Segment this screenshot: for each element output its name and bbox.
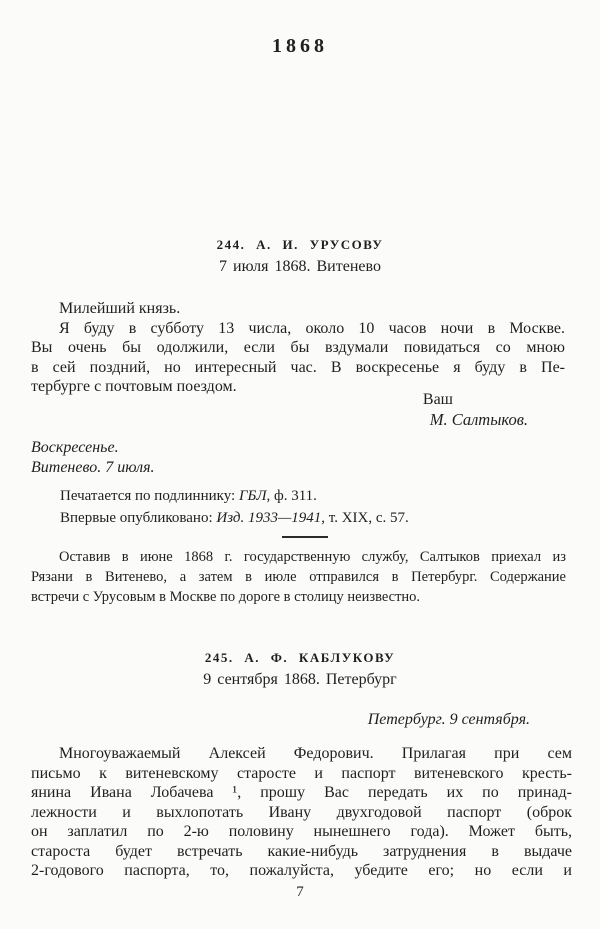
letter-245-body-line: Многоуважаемый Алексей Федорович. Прилагая при сем — [59, 745, 572, 762]
letter-245-body-line: письмо к витеневскому старосте и паспорт витеневского кресть- — [31, 764, 572, 782]
letter-244-valediction: Ваш — [422, 391, 453, 408]
section-divider — [282, 536, 328, 538]
letter-245-body-line: лежности и выхлопотать Ивану двухгодовой паспорт (оброк — [31, 803, 572, 821]
letter-244-heading: 244. А. И. УРУСОВУ — [216, 237, 384, 252]
letter-245-place-date: Петербург. 9 сентября. — [367, 711, 530, 728]
source-note-published-prefix: Впервые опубликовано: — [60, 510, 217, 526]
letter-245-dateline: 9 сентября 1868. Петербург — [203, 671, 397, 688]
letter-244-body — [31, 299, 565, 397]
letter-244-commentary — [31, 547, 566, 607]
source-note-printed — [60, 488, 317, 505]
commentary-line: Рязани в Витенево, а затем в июле отправился в Петербург. Содержание — [31, 569, 566, 585]
letter-244-body-line: Я буду в субботу 13 числа, около 10 часов ночи в Москве. — [59, 319, 565, 337]
letter-244-date-note: Витенево. 7 июля. — [31, 459, 155, 476]
letter-245-body — [31, 744, 572, 881]
source-note-printed-suffix: , ф. 311. — [266, 488, 317, 504]
letter-245-heading: 245. А. Ф. КАБЛУКОВУ — [204, 650, 396, 665]
letter-245-body-line: он заплатил по 2-ю половину нынешнего года). Может быть, — [31, 823, 572, 840]
letter-244-salutation: Милейший князь. — [59, 300, 181, 317]
letter-244-body-line: Вы очень бы одолжили, если бы вздумали повидаться со мною — [31, 339, 565, 356]
letter-245-body-line: 2-годового паспорта, то, пожалуйста, убедите его; но если и — [31, 862, 572, 879]
source-note-published-suffix: , т. XIX, с. 57. — [321, 510, 409, 526]
letter-244-date-note: Воскресенье. — [31, 439, 119, 456]
page-number: 7 — [296, 884, 304, 900]
letter-244-signature: М. Салтыков. — [429, 410, 528, 429]
letter-244-body-line: тербурге с почтовым поездом. — [31, 378, 237, 395]
letter-245-body-line: янина Ивана Лобачева ¹, прошу Вас передать их по принад- — [31, 784, 572, 801]
commentary-line: встречи с Урусовым в Москве по дороге в столицу неизвестно. — [31, 589, 421, 605]
letter-245-body-line: староста будет встречать какие-нибудь затруднения в выдаче — [31, 842, 572, 860]
source-note-published — [60, 510, 409, 527]
letter-244-body-line: в сей поздний, но интересный час. В воскресенье я буду в Пе- — [31, 358, 565, 376]
source-note-printed-archive: ГБЛ — [238, 488, 267, 504]
year-header: 1868 — [272, 35, 328, 57]
source-note-printed-prefix: Печатается по подлиннику: — [60, 488, 239, 504]
source-note-published-edition: Изд. 1933—1941 — [216, 510, 322, 526]
letter-244-dateline: 7 июля 1868. Витенево — [219, 258, 381, 275]
commentary-line: Оставив в июне 1868 г. государственную службу, Салтыков приехал из — [59, 549, 566, 565]
